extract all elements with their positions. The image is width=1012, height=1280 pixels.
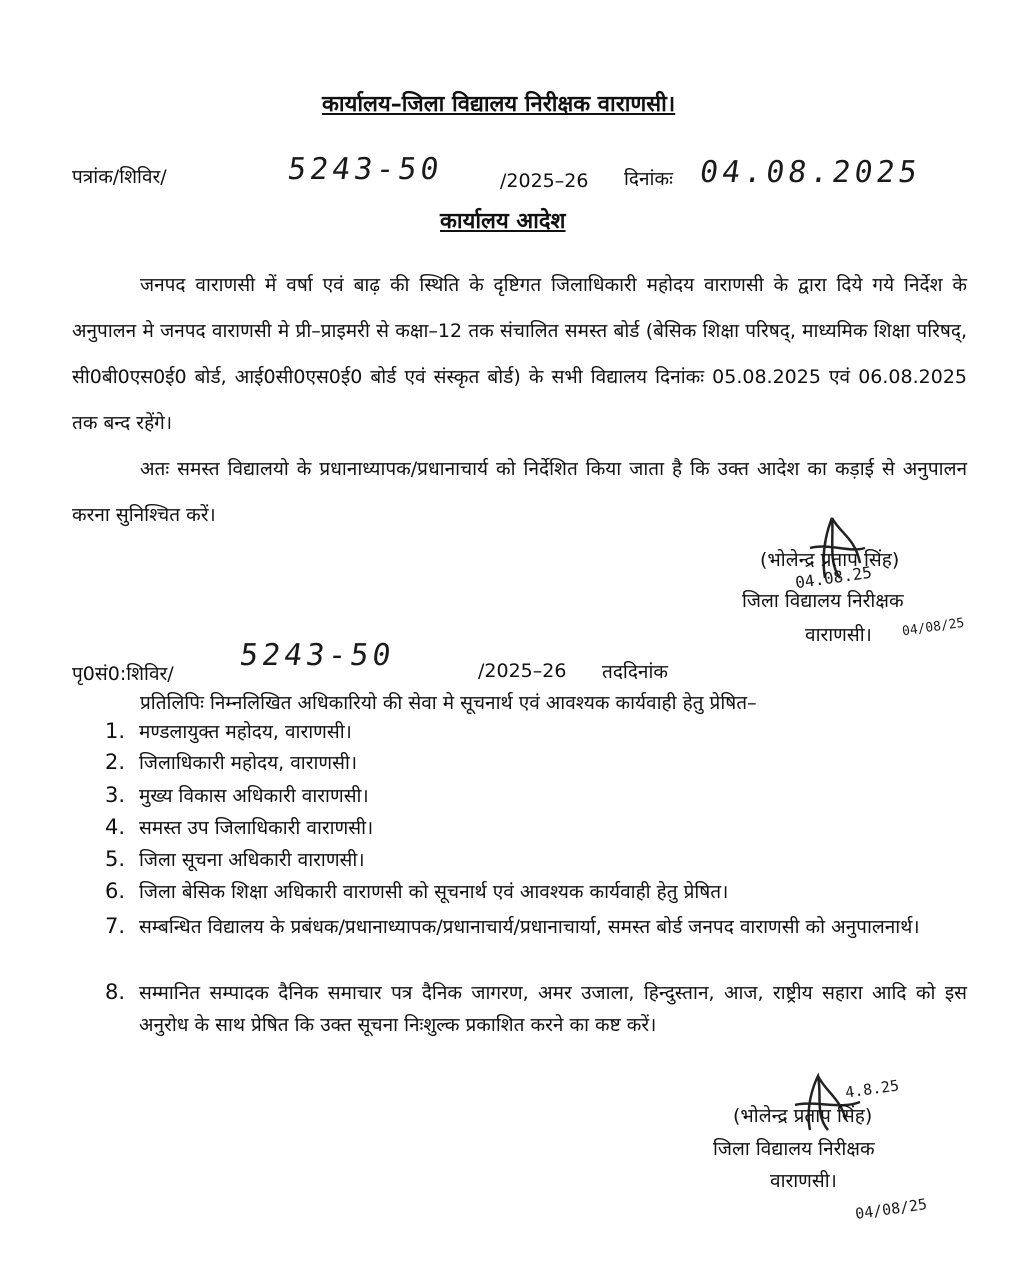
ref-year: /2025–26: [500, 170, 589, 192]
list-item: समस्त उप जिलाधिकारी वाराणसी।: [139, 817, 374, 839]
list-item-number: 1.: [105, 719, 126, 743]
list-item-number: 5.: [105, 847, 126, 871]
copy-ref-number-handwritten: 5243-50: [237, 638, 397, 673]
signature-2-designation: जिला विद्यालय निरीक्षक: [713, 1138, 875, 1160]
list-item: जिला बेसिक शिक्षा अधिकारी वाराणसी को सूचनार्थ एवं आवश्यक कार्यवाही हेतु प्रेषित।: [139, 881, 729, 903]
list-item: जिलाधिकारी महोदय, वाराणसी।: [139, 752, 358, 774]
list-item: जिला सूचना अधिकारी वाराणसी।: [139, 849, 365, 871]
list-item: मुख्य विकास अधिकारी वाराणसी।: [139, 785, 369, 807]
list-item: सम्बन्धित विद्यालय के प्रबंधक/प्रधानाध्यापक/प्रधानाचार्य/प्रधानाचार्या, समस्त बोर्ड जनपद वाराणसी को अनुपालनार्थ।: [139, 916, 920, 938]
copy-ref-label: पृ0सं0:शिविर/: [72, 663, 174, 685]
copy-same-date: तददिनांक: [602, 661, 668, 683]
order-heading: कार्यालय आदेश: [440, 209, 566, 234]
list-item: मण्डलायुक्त महोदय, वाराणसी।: [139, 721, 352, 743]
list-item-number: 6.: [105, 879, 126, 903]
list-item: सम्मानित सम्पादक दैनिक समाचार पत्र दैनिक जागरण, अमर उजाला, हिन्दुस्तान, आज, राष्ट्रीय सहारा आदि को इस अनुरोध के साथ प्रेषित कि उक्त सूचना निःशुल्क प्रकाशित करने का कष्ट करें।: [139, 982, 967, 1036]
ref-number-handwritten: 5243-50: [285, 152, 445, 187]
order-paragraph-2: अतः समस्त विद्यालयो के प्रधानाध्यापक/प्रधानाचार्य को निर्देशित किया जाता है कि उक्त आदेश का कड़ाई से अनुपालन करना सुनिश्चित करें।: [72, 458, 967, 526]
signature-1-handwritten-date: 04.08.25: [794, 562, 874, 593]
date-label: दिनांकः: [624, 168, 673, 190]
signature-1-designation: जिला विद्यालय निरीक्षक: [742, 590, 904, 612]
signature-1-side-date: 04/08/25: [901, 615, 966, 640]
signature-1-place: वाराणसी।: [805, 624, 872, 646]
list-item-number: 8.: [105, 980, 126, 1004]
list-item-number: 2.: [105, 750, 126, 774]
ref-label: पत्रांक/शिविर/: [72, 166, 167, 188]
date-handwritten: 04.08.2025: [697, 155, 924, 190]
signature-2-side-date: 04/08/25: [854, 1195, 929, 1223]
signature-1-name: (भोलेन्द्र प्रताप सिंह): [760, 549, 900, 571]
list-item-number: 7.: [105, 914, 126, 938]
copy-intro: प्रतिलिपिः निम्नलिखित अधिकारियो की सेवा मे सूचनार्थ एवं आवश्यक कार्यवाही हेतु प्रेषित–: [140, 692, 757, 714]
copy-ref-year: /2025–26: [478, 660, 567, 682]
signature-2-place: वाराणसी।: [770, 1170, 837, 1192]
list-item-number: 3.: [105, 783, 126, 807]
signature-2-handwritten-date: 4.8.25: [844, 1076, 901, 1102]
signature-2-name: (भोलेन्द्र प्रताप सिंह): [733, 1105, 873, 1127]
list-item-number: 4.: [105, 815, 126, 839]
order-paragraph-1: जनपद वाराणसी में वर्षा एवं बाढ़ की स्थिति के दृष्टिगत जिलाधिकारी महोदय वाराणसी के द्वारा दिये गये निर्देश के अनुपालन मे जनपद वाराणसी मे प्री–प्राइमरी से कक्षा–12 तक संचालित समस्त बोर्ड (बेसिक शिक्षा परिषद्, माध्यमिक शिक्षा परिषद्, सी0बी0एस0ई0 बोर्ड, आई0सी0एस0ई0 बोर्ड एवं संस्कृत बोर्ड) के सभी विद्यालय दिनांकः 05.08.2025 एवं 06.08.2025 तक बन्द रहेंगे।: [72, 274, 967, 434]
office-title: कार्यालय–जिला विद्यालय निरीक्षक वाराणसी।: [322, 92, 676, 117]
